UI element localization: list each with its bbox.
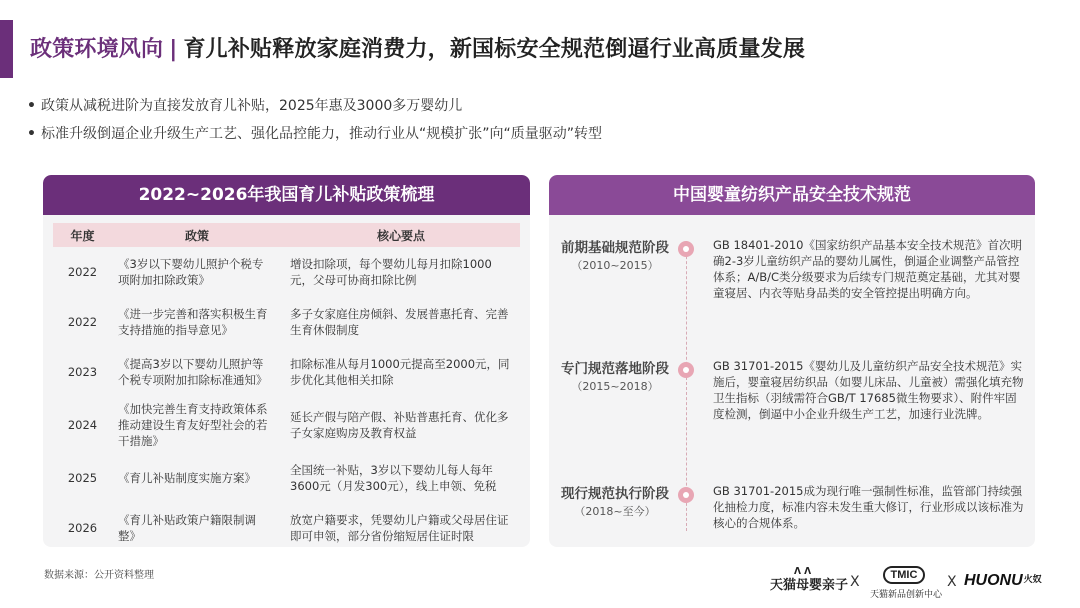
cell-year: 2022 [67, 315, 98, 329]
page-title [30, 32, 805, 63]
policy-panel-header: 2022~2026年我国育儿补贴政策梳理 [43, 175, 530, 215]
stage-name: 专门规范落地阶段 [561, 361, 669, 377]
table-row [53, 503, 520, 547]
tmic-logo [865, 566, 945, 604]
bullet-text: 标准升级倒逼企业升级生产工艺、强化品控能力，推动行业从“规模扩张”向“质量驱动”转型 [41, 126, 603, 142]
cell-policy: 《育儿补贴政策户籍限制调整》 [118, 513, 256, 543]
cell-core: 延长产假与陪产假、补贴普惠托育、优化多子女家庭购房及教育权益 [290, 410, 509, 440]
data-source-note: 数据来源：公开资料整理 [44, 570, 154, 581]
cell-policy: 《进一步完善和落实积极生育支持措施的指导意见》 [118, 307, 268, 337]
stage-description: GB 31701-2015《婴幼儿及儿童纺织产品安全技术规范》实施后，婴童寝居纺织品（如婴儿床品、儿童被）需强化填充物卫生指标（羽绒需符合GB/T 17685微生物要求）、附件牢固度检测，倒逼中小企业升级生产工艺，加速行业洗牌。 [713, 359, 1024, 421]
table-row [53, 397, 520, 453]
standards-panel [549, 175, 1035, 547]
cell-core: 扣除标准从每月1000元提高至2000元，同步优化其他相关扣除 [290, 357, 510, 387]
cell-core: 增设扣除项，每个婴幼儿每月扣除1000元，父母可协商扣除比例 [290, 257, 492, 287]
tmall-logo-text: 天猫母婴亲子 [770, 578, 849, 593]
cell-year: 2023 [67, 365, 98, 379]
table-row [53, 347, 520, 397]
stage-years: （2015~2018） [571, 380, 659, 393]
cell-core: 放宽户籍要求，凭婴幼儿户籍或父母居住证即可申领，部分省份缩短居住证时限 [290, 513, 509, 543]
title-topic: 政策环境风向 [30, 37, 164, 62]
cell-year: 2025 [67, 471, 98, 485]
policy-panel [43, 175, 530, 547]
stage-years: （2010~2015） [571, 259, 659, 272]
stage-name: 现行规范执行阶段 [561, 486, 669, 502]
cat-ears-icon: ᐱ ᐱ [794, 567, 812, 577]
cell-policy: 《加快完善生育支持政策体系推动建设生育友好型社会的若干措施》 [118, 402, 268, 448]
table-header [53, 223, 520, 247]
bullet-list [27, 96, 602, 152]
cell-year: 2026 [67, 521, 98, 535]
bullet-item [27, 124, 602, 144]
cell-core: 全国统一补贴，3岁以下婴幼儿每人每年3600元（月发300元），线上申领、免税 [290, 463, 497, 493]
stage-dot-icon [678, 241, 694, 257]
stage-dot-icon [678, 487, 694, 503]
policy-table [53, 223, 520, 547]
column-header-year: 年度 [70, 228, 95, 243]
title-headline: 育儿补贴释放家庭消费力，新国标安全规范倒逼行业高质量发展 [183, 37, 806, 62]
column-header-policy: 政策 [184, 228, 209, 243]
title-accent-bar [0, 20, 13, 78]
title-separator: | [169, 37, 178, 62]
cell-policy: 《提高3岁以下婴幼儿照护等个税专项附加扣除标准通知》 [118, 357, 268, 387]
huonu-logo-text: HUONU [964, 572, 1023, 589]
cell-policy: 《育儿补贴制度实施方案》 [118, 471, 256, 485]
stage-description: GB 31701-2015成为现行唯一强制性标准，监管部门持续强化抽检力度，标准内容未发生重大修订，行业形成以该标准为核心的合规体系。 [713, 484, 1024, 530]
stage-dot-icon [678, 362, 694, 378]
cell-core: 多子女家庭住房倾斜、发展普惠托育、完善生育休假制度 [290, 307, 509, 337]
stage-name: 前期基础规范阶段 [561, 240, 669, 256]
bullet-dot: • [27, 98, 36, 114]
column-header-core: 核心要点 [376, 228, 425, 243]
bullet-dot: • [27, 126, 36, 142]
table-row [53, 453, 520, 503]
tmic-badge: TMIC [883, 566, 925, 584]
partner-logos [770, 566, 1070, 604]
table-row [53, 297, 520, 347]
huonu-logo-cn: 火奴 [1023, 574, 1042, 584]
stage-years: （2018~至今） [574, 505, 656, 518]
logo-separator: X [850, 574, 860, 590]
bullet-text: 政策从减税进阶为直接发放育儿补贴，2025年惠及3000多万婴幼儿 [41, 98, 463, 114]
table-row [53, 247, 520, 297]
logo-separator: X [947, 574, 957, 590]
huonu-logo [964, 572, 1042, 590]
tmic-logo-text: 天猫新品创新中心 [869, 590, 942, 600]
standards-panel-header: 中国婴童纺织产品安全技术规范 [549, 175, 1035, 215]
stage-description: GB 18401-2010《国家纺织产品基本安全技术规范》首次明确2-3岁儿童纺织产品的婴幼儿属性，倒逼企业调整产品管控体系；A/B/C类分级要求为后续专门规范奠定基础，尤其对婴童寝居、内衣等贴身品类的安全管控提出明确方向。 [713, 238, 1022, 300]
bullet-item [27, 96, 602, 116]
cell-year: 2022 [67, 265, 98, 279]
cell-policy: 《3岁以下婴幼儿照护个税专项附加扣除政策》 [118, 257, 264, 287]
tmall-mother-baby-logo [770, 567, 849, 593]
cell-year: 2024 [67, 418, 98, 432]
